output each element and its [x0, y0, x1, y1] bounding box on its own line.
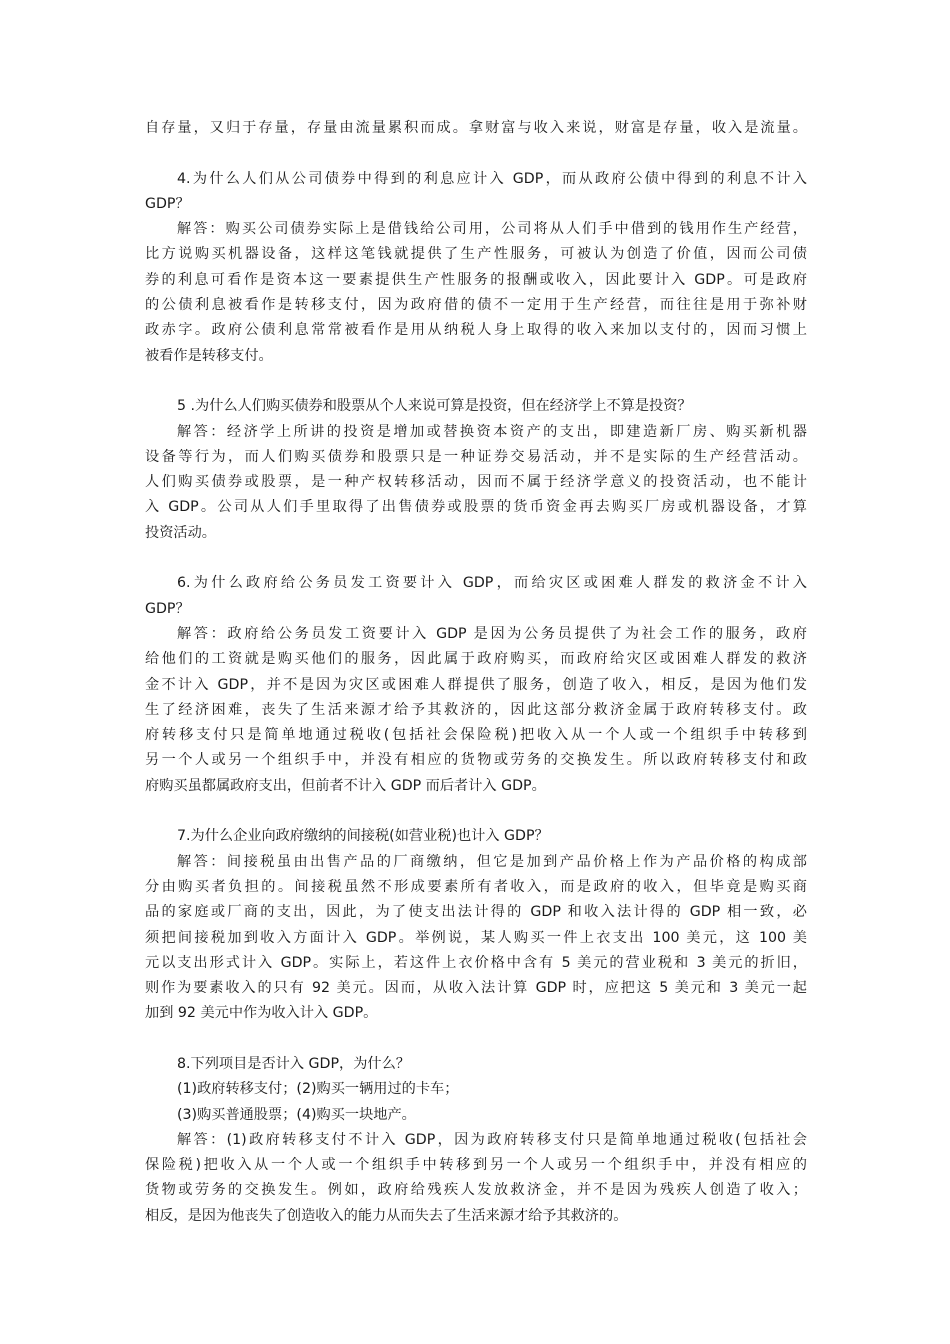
answer-5-line: 解答：经济学上所讲的投资是增加或替换资本资产的支出，即建造新厂房、购买新机器 — [177, 423, 807, 440]
answer-7-line: 加到 92 美元中作为收入计入 GDP。 — [145, 1005, 378, 1022]
question-5-block — [145, 394, 807, 546]
answer-6-line: 生了经济困难，丧失了生活来源才给予其救济的，因此这部分救济金属于政府转移支付。政 — [145, 701, 807, 718]
answer-7-line: 则作为要素收入的只有 92 美元。因而，从收入法计算 GDP 时，应把这 5 美元和 3 美元一起 — [145, 980, 807, 997]
answer-6-line: 金不计入 GDP，并不是因为灾区或困难人群提供了服务，创造了收入，相反，是因为他们发 — [145, 676, 807, 693]
answer-4-line: 被看作是转移支付。 — [145, 347, 273, 364]
paragraph-gap — [145, 546, 807, 571]
paragraph-gap — [145, 799, 807, 824]
answer-6-line: 解答：政府给公务员发工资要计入 GDP 是因为公务员提供了为社会工作的服务，政府 — [177, 625, 807, 642]
question-6-text: 6.为什么政府给公务员发工资要计入 GDP，而给灾区或困难人群发的救济金不计入 — [177, 575, 807, 592]
intro-line: 自存量，又归于存量，存量由流量累积而成。拿财富与收入来说，财富是存量，收入是流量。 — [145, 120, 807, 136]
answer-8-line: 解答：(1)政府转移支付不计入 GDP，因为政府转移支付只是简单地通过税收(包括社会 — [177, 1131, 807, 1148]
answer-6-line: 府转移支付只是简单地通过税收(包括社会保险税)把收入从一个人或一个组织手中转移到 — [145, 727, 807, 744]
answer-7-line: 解答：间接税虽由出售产品的厂商缴纳，但它是加到产品价格上作为产品价格的构成部 — [177, 853, 807, 870]
question-7-text: 7.为什么企业向政府缴纳的间接税(如营业税)也计入 GDP？ — [177, 828, 549, 845]
question-8-item-line: (3)购买普通股票；(4)购买一块地产。 — [177, 1106, 416, 1123]
question-4-block — [145, 167, 807, 369]
answer-6-line: 给他们的工资就是购买他们的服务，因此属于政府购买，而政府给灾区或困难人群发的救济 — [145, 651, 807, 668]
question-4-text: GDP？ — [145, 195, 190, 212]
question-8-item-line: (1)政府转移支付；(2)购买一辆用过的卡车； — [177, 1081, 459, 1098]
answer-5-line: 人们购买债券或股票，是一种产权转移活动，因而不属于经济学意义的投资活动，也不能计 — [145, 474, 807, 491]
answer-7-line: 须把间接税加到收入方面计入 GDP。举例说，某人购买一件上衣支出 100 美元，这 100 美 — [145, 929, 807, 946]
answer-5-line: 入 GDP。公司从人们手里取得了出售债券或股票的货币资金再去购买厂房或机器设备，才算 — [145, 499, 807, 516]
question-6-text: GDP？ — [145, 600, 190, 617]
answer-6-line: 另一个人或另一个组织手中，并没有相应的货物或劳务的交换发生。所以政府转移支付和政 — [145, 752, 807, 769]
question-4-text: 4.为什么人们从公司债券中得到的利息应计入 GDP，而从政府公债中得到的利息不计入 — [177, 170, 807, 187]
answer-6-line: 府购买虽都属政府支出，但前者不计入 GDP 而后者计入 GDP。 — [145, 777, 546, 794]
answer-5-line: 设备等行为，而人们购买债券和股票只是一种证券交易活动，并不是实际的生产经营活动。 — [145, 448, 807, 465]
question-8-text: 8.下列项目是否计入 GDP，为什么？ — [177, 1055, 410, 1072]
answer-8-line: 相反，是因为他丧失了创造收入的能力从而失去了生活来源才给予其救济的。 — [145, 1207, 628, 1224]
question-6-block — [145, 571, 807, 799]
answer-8-line: 货物或劳务的交换发生。例如，政府给残疾人发放救济金，并不是因为残疾人创造了收入； — [145, 1182, 807, 1199]
answer-7-line: 分由购买者负担的。间接税虽然不形成要素所有者收入，而是政府的收入，但毕竟是购买商 — [145, 878, 807, 895]
answer-4-line: 券的利息可看作是资本这一要素提供生产性服务的报酬或收入，因此要计入 GDP。可是政府 — [145, 271, 807, 288]
question-8-block — [145, 1052, 807, 1229]
question-5-text: 5 .为什么人们购买债券和股票从个人来说可算是投资，但在经济学上不算是投资？ — [177, 398, 692, 415]
answer-7-line: 品的家庭或厂商的支出，因此，为了使支出法计得的 GDP 和收入法计得的 GDP 相一致，必 — [145, 904, 807, 921]
answer-4-line: 的公债利息被看作是转移支付，因为政府借的债不一定用于生产经营，而往往是用于弥补财 — [145, 297, 807, 314]
answer-4-line: 政赤字。政府公债利息常常被看作是用从纳税人身上取得的收入来加以支付的，因而习惯上 — [145, 322, 807, 339]
answer-4-line: 比方说购买机器设备，这样这笔钱就提供了生产性服务，可被认为创造了价值，因而公司债 — [145, 246, 807, 263]
paragraph-gap — [145, 1027, 807, 1052]
answer-7-line: 元以支出形式计入 GDP。实际上，若这件上衣价格中含有 5 美元的营业税和 3 美元的折旧， — [145, 954, 807, 971]
answer-8-line: 保险税)把收入从一个人或一个组织手中转移到另一个人或另一个组织手中，并没有相应的 — [145, 1157, 807, 1174]
paragraph-gap — [145, 141, 807, 166]
paragraph-gap — [145, 369, 807, 394]
answer-5-line: 投资活动。 — [145, 524, 216, 541]
document-page — [145, 116, 807, 1229]
question-7-block — [145, 824, 807, 1026]
answer-4-line: 解答：购买公司债券实际上是借钱给公司用，公司将从人们手中借到的钱用作生产经营， — [177, 221, 807, 238]
